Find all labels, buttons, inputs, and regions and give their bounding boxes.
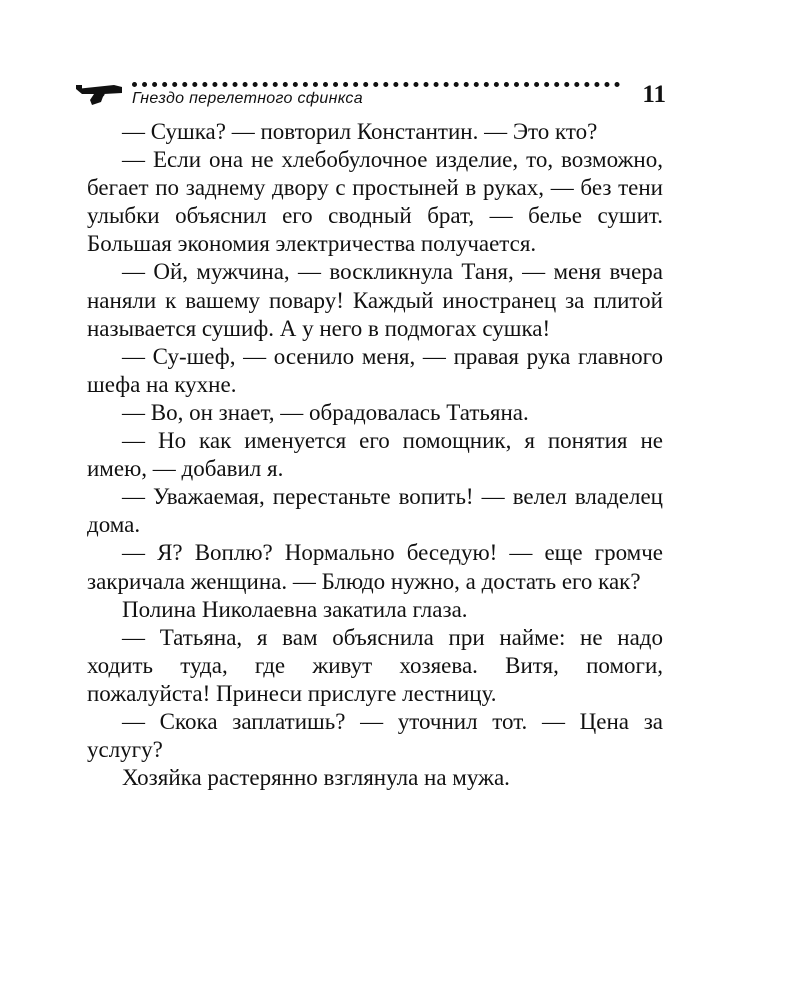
page-number: 11 [642, 81, 666, 108]
paragraph: — Уважаемая, перестаньте вопить! — велел владелец дома. [87, 484, 663, 538]
running-title: Гнездо перелетного сфинкса [132, 90, 363, 107]
running-header [74, 70, 666, 110]
pistol-icon [74, 80, 132, 106]
paragraph: — Но как именуется его помощник, я понятия не имею, — добавил я. [87, 428, 663, 482]
paragraph: — Если она не хлебобулочное изделие, то, возможно, бегает по заднему двору с простыней в руках, — без тени улыбки объяснил его сводный брат, — белье сушит. Большая экономия электричества получается. [87, 147, 663, 257]
body-text [87, 118, 663, 792]
paragraph: — Скока заплатишь? — уточнил тот. — Цена за услугу? [87, 708, 663, 763]
paragraph: — Татьяна, я вам объяснила при найме: не надо ходить туда, где живут хозяева. Витя, помоги, пожалуйста! Принеси прислуге лестницу. [87, 624, 663, 706]
paragraph: — Во, он знает, — обрадовалась Татьяна. [122, 399, 529, 425]
paragraph: — Я? Воплю? Нормально беседую! — еще громче закричала женщина. — Блюдо нужно, а достать его как? [87, 540, 663, 594]
header-dotted-rule [132, 82, 620, 87]
paragraph: — Су-шеф, — осенило меня, — правая рука главного шефа на кухне. [87, 343, 663, 397]
paragraph: — Ой, мужчина, — воскликнула Таня, — меня вчера наняли к вашему повару! Каждый иностранец за плитой называется сушиф. А у него в подмогах сушка! [87, 259, 663, 341]
paragraph: — Сушка? — повторил Константин. — Это кто? [122, 119, 598, 144]
paragraph: Хозяйка растерянно взглянула на мужа. [122, 765, 510, 791]
paragraph: Полина Николаевна закатила глаза. [122, 596, 468, 622]
